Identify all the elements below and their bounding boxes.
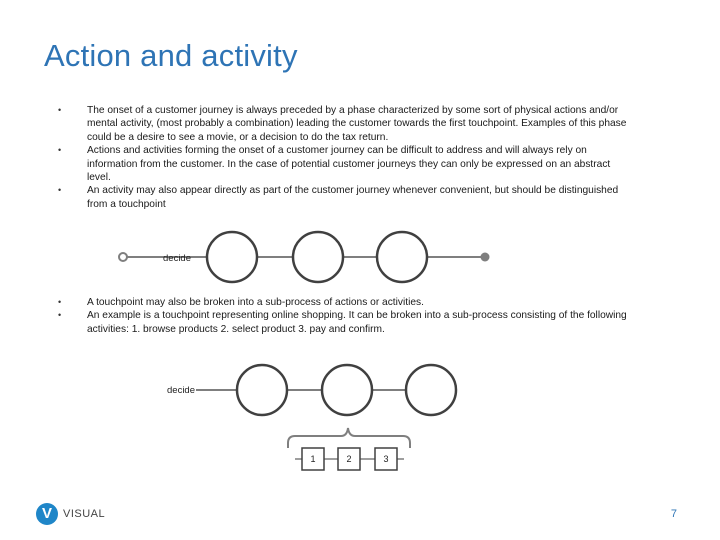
activity-label: decide bbox=[167, 385, 195, 396]
sub-step-label: 1 bbox=[310, 454, 316, 464]
slide-title: Action and activity bbox=[44, 38, 298, 73]
sub-process-bracket bbox=[288, 428, 410, 448]
bullet-icon: • bbox=[58, 145, 62, 156]
sub-step-label: 3 bbox=[383, 454, 389, 464]
bullet-text: An activity may also appear directly as part of the customer journey whenever convenient, but should be distinguished from a touchpoint bbox=[87, 185, 619, 210]
touchpoint-node bbox=[293, 232, 343, 282]
bullet-text: A touchpoint may also be broken into a sub-process of actions or activities. bbox=[87, 297, 424, 308]
bullet-icon: • bbox=[58, 297, 62, 307]
visual-logo bbox=[36, 503, 105, 525]
sub-step-label: 2 bbox=[346, 454, 352, 464]
journey-start-node bbox=[119, 253, 127, 261]
touchpoint-node bbox=[406, 365, 456, 415]
touchpoint-node bbox=[322, 365, 372, 415]
touchpoint-node bbox=[377, 232, 427, 282]
logo-icon: V bbox=[36, 503, 58, 525]
touchpoint-node bbox=[237, 365, 287, 415]
touchpoint-node bbox=[207, 232, 257, 282]
journey-diagram-2 bbox=[164, 365, 456, 470]
bullet-text: Actions and activities forming the onset of a customer journey can be difficult to address and will always rely on information from the customer. In the case of potential customer journeys they can only be expressed on an abstract level. bbox=[87, 145, 611, 184]
bullet-text: An example is a touchpoint representing online shopping. It can be broken into a sub-process consisting of the following activities: 1. browse products 2. select product 3. pay and confirm. bbox=[87, 310, 627, 335]
journey-diagram-1 bbox=[119, 232, 490, 282]
page-number: 7 bbox=[670, 508, 677, 520]
activity-label: decide bbox=[163, 253, 191, 264]
logo-text: VISUAL bbox=[63, 508, 106, 520]
bullet-icon: • bbox=[58, 310, 62, 321]
bullet-icon: • bbox=[58, 105, 62, 115]
bullet-icon: • bbox=[58, 185, 62, 196]
journey-end-node bbox=[481, 253, 490, 262]
bullet-text: The onset of a customer journey is always preceded by a phase characterized by some sort of physical actions and/or mental activity, (most probably a combination) leading the customer towards the first touchpoint. Examples of this phase could be a desire to see a movie, or a decision to do the tax return. bbox=[87, 105, 627, 143]
